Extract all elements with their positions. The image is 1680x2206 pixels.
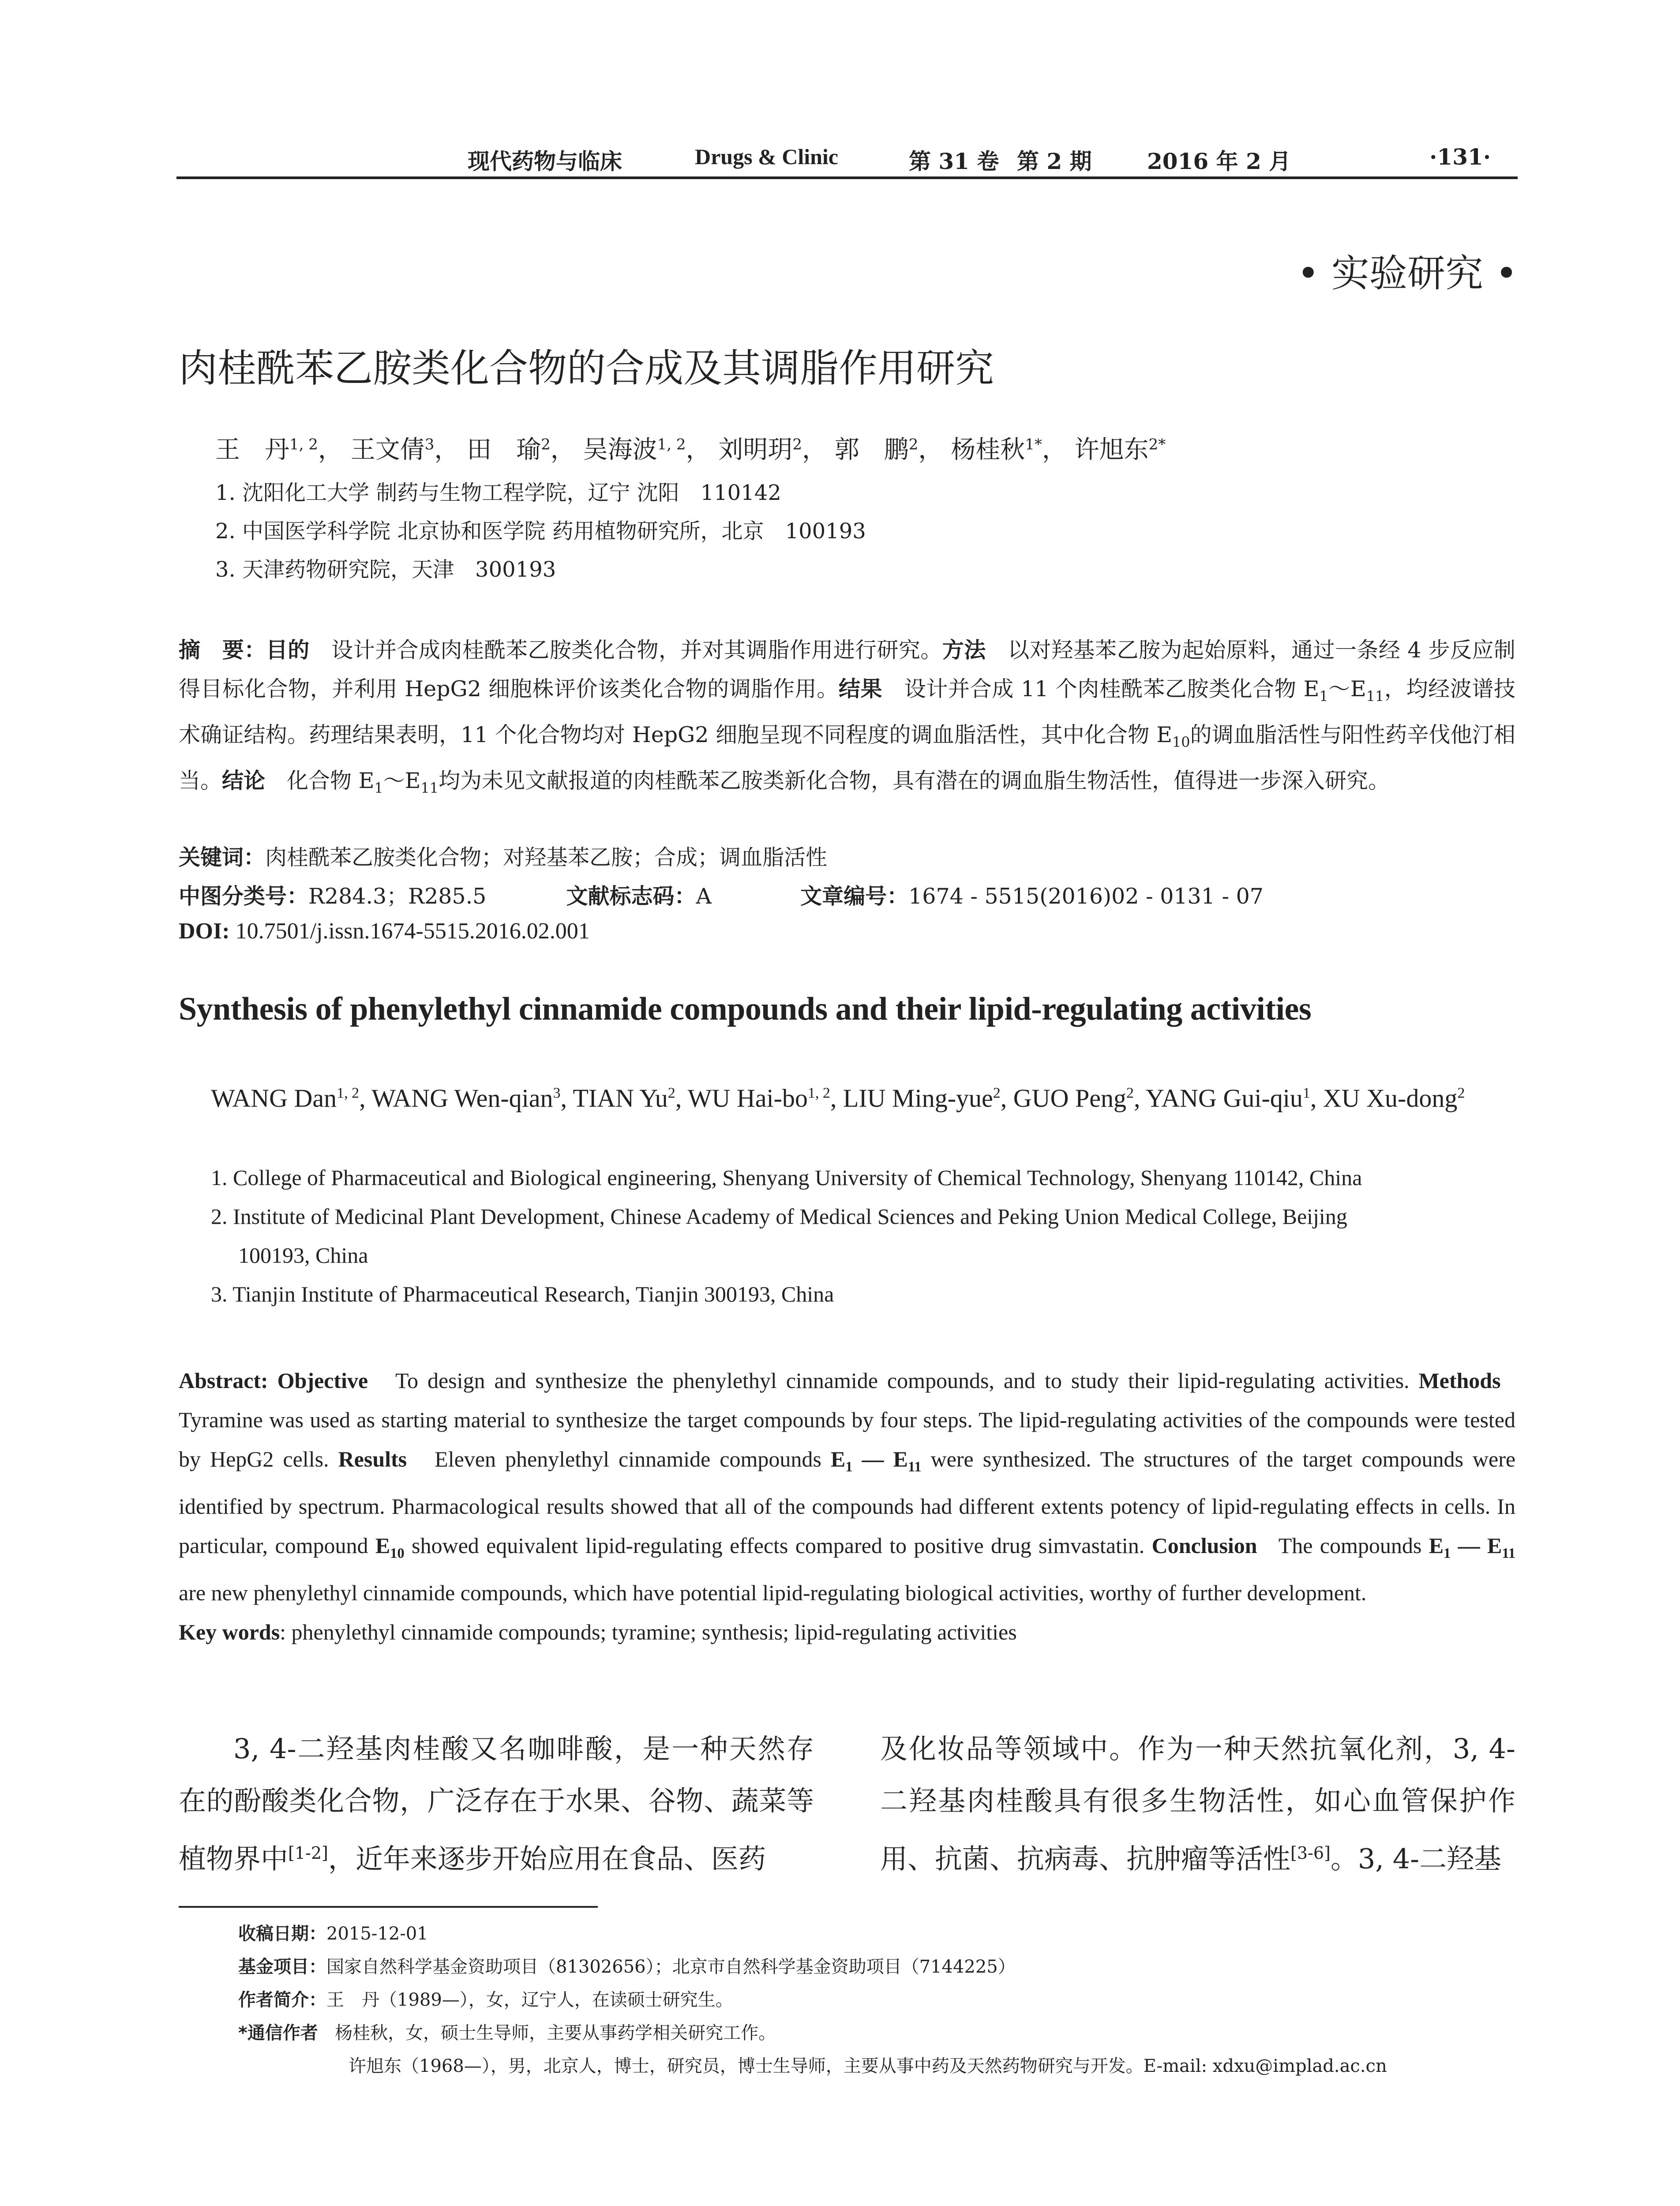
header-rule: [176, 176, 1518, 179]
author-cn: 许旭东: [1074, 435, 1149, 464]
keywords-en: : phenylethyl cinnamide compounds; tyramine; synthesis; lipid-regulating activities: [280, 1620, 1017, 1644]
journal-name-en: Drugs & Clinic: [695, 144, 838, 169]
section-label: • 实验研究 •: [1297, 251, 1518, 296]
footnote-received: 收稿日期：2015-12-01: [238, 1924, 428, 1944]
body-column-1: 3, 4-二羟基肉桂酸又名咖啡酸，是一种天然存在的酚酸类化合物，广泛存在于水果、谷物、蔬菜等植物界中[1-2]，近年来逐步开始应用在食品、医药: [179, 1733, 814, 1875]
journal-name-cn: 现代药物与临床: [468, 148, 622, 174]
body-column-2: 及化妆品等领域中。作为一种天然抗氧化剂，3, 4-二羟基肉桂酸具有很多生物活性，如心血管保护作用、抗菌、抗病毒、抗肿瘤等活性[3-6]。3, 4-二羟基: [880, 1733, 1515, 1875]
author-cn: 王文倩: [350, 435, 425, 464]
footnote-corresponding: *通信作者 杨桂秋，女，硕士生导师，主要从事药学相关研究工作。: [238, 2023, 776, 2043]
title-cn: 肉桂酰苯乙胺类化合物的合成及其调脂作用研究: [179, 345, 994, 391]
footnote-corresponding-2: 许旭东（1968—），男，北京人，博士，研究员，博士生导师，主要从事中药及天然药物研究与开发。E-mail: xdxu@implad.ac.cn: [349, 2056, 1387, 2076]
title-en: Synthesis of phenylethyl cinnamide compounds and their lipid-regulating activities: [179, 991, 1312, 1027]
affiliation-cn-1: 1. 沈阳化工大学 制药与生物工程学院，辽宁 沈阳 110142: [215, 480, 781, 505]
author-cn: 吴海波: [583, 435, 657, 464]
volume: 第 31 卷: [909, 148, 999, 174]
keywords-en-label: Key words: [179, 1620, 280, 1644]
footnote-rule: [179, 1906, 598, 1908]
issue: 第 2 期: [1017, 148, 1092, 174]
author-cn: 田 瑜: [467, 435, 541, 464]
keywords-cn: 关键词：肉桂酰苯乙胺类化合物；对羟基苯乙胺；合成；调血脂活性: [179, 845, 828, 870]
doi: DOI: 10.7501/j.issn.1674-5515.2016.02.001: [179, 919, 590, 944]
author-cn: 刘明玥: [718, 435, 793, 464]
authors-cn: 王 丹$^{1, 2}$， 王文倩$^3$， 田 瑜$^2$， 吴海波$^{1, 2}$， 刘明玥$^2$， 郭 鹏$^2$， 杨桂秋$^{1*}$， 许旭东$^{2*}$: [215, 435, 1166, 464]
author-cn: 杨桂秋: [951, 435, 1025, 464]
affiliation-cn-2: 2. 中国医学科学院 北京协和医学院 药用植物研究所，北京 100193: [215, 519, 866, 544]
issue-date: 2016 年 2 月: [1147, 148, 1291, 174]
author-cn: 王 丹: [215, 435, 289, 464]
classification: 中图分类号：R284.3；R285.5 文献标志码：A 文章编号：1674 - 5515(2016)02 - 0131 - 07: [179, 884, 1264, 909]
affiliation-en-2-cont: 100193, China: [238, 1243, 368, 1268]
running-header: [176, 140, 1518, 180]
affiliation-cn-3: 3. 天津药物研究院，天津 300193: [215, 557, 556, 582]
footnote-bio: 作者简介：王 丹（1989—），女，辽宁人，在读硕士研究生。: [238, 1990, 733, 2010]
author-cn: 郭 鹏: [834, 435, 909, 464]
abstract-cn: 摘 要：目的 设计并合成肉桂酰苯乙胺类化合物，并对其调脂作用进行研究。方法 以对羟基苯乙胺为起始原料，通过一条经 4 步反应制得目标化合物，并利用 HepG2 细胞株评价该类化合物的调脂作用。结果 设计并合成 11 个肉桂酰苯乙胺类化合物 $E_1\sim E_{11}$，均经波谱技术确证结构。药理结果表明，11 个化合物均对 HepG2 细胞呈现不同程度的调血脂活性，其中化合物 $E_{10}$的调血脂活性与阳性药辛伐他汀相当。结论 化合物 $E_1\sim E_{11}$均为未见文献报道的肉桂酰苯乙胺类新化合物，具有潜在的调血脂生物活性，值得进一步深入研究。: [179, 638, 1515, 796]
affiliation-en-1: 1. College of Pharmaceutical and Biological engineering, Shenyang University of Chemical Technology, Shenyang 110142, China: [211, 1165, 1362, 1190]
affiliation-en-3: 3. Tianjin Institute of Pharmaceutical Research, Tianjin 300193, China: [211, 1282, 834, 1306]
affiliation-en-2: 2. Institute of Medicinal Plant Development, Chinese Academy of Medical Sciences and Peking Union Medical College, Beijing: [211, 1204, 1347, 1229]
authors-en: WANG Dan$^{1, 2}$, WANG Wen-qian$^3$, TIAN Yu$^2$, WU Hai-bo$^{1, 2}$, LIU Ming-yue$^2$, GUO Peng$^2$, YANG Gui-qiu$^1$, XU Xu-dong$^2$: [211, 1084, 1465, 1113]
footnote-fund: 基金项目：国家自然科学基金资助项目（81302656）；北京市自然科学基金资助项目（7144225）: [238, 1957, 1016, 1977]
abstract-en: Abstract: Objective To design and synthesize the phenylethyl cinnamide compounds, and to study their lipid-regulating activities. Methods Tyramine was used as starting material to synthesize the target compounds by four steps. The lipid-regulating activities of the compounds were tested by HepG2 cells. Results Eleven phenylethyl cinnamide compounds $E_1$ — $E_{11}$ were synthesized. The structures of the target compounds were identified by spectrum. Pharmacological results showed that all of the compounds had different extents potency of lipid-regulating effects in cells. In particular, compound $E_{10}$ showed equivalent lipid-regulating effects compared to positive drug simvastatin. Conclusion The compounds $E_1$ — $E_{11}$ are new phenylethyl cinnamide compounds, which have potential lipid-regulating biological activities, worthy of further development. Key words: phenylethyl cinnamide compounds; tyramine; synthesis; lipid-regulating activities: [179, 1368, 1516, 1644]
page-number: ·131·: [1429, 144, 1491, 170]
